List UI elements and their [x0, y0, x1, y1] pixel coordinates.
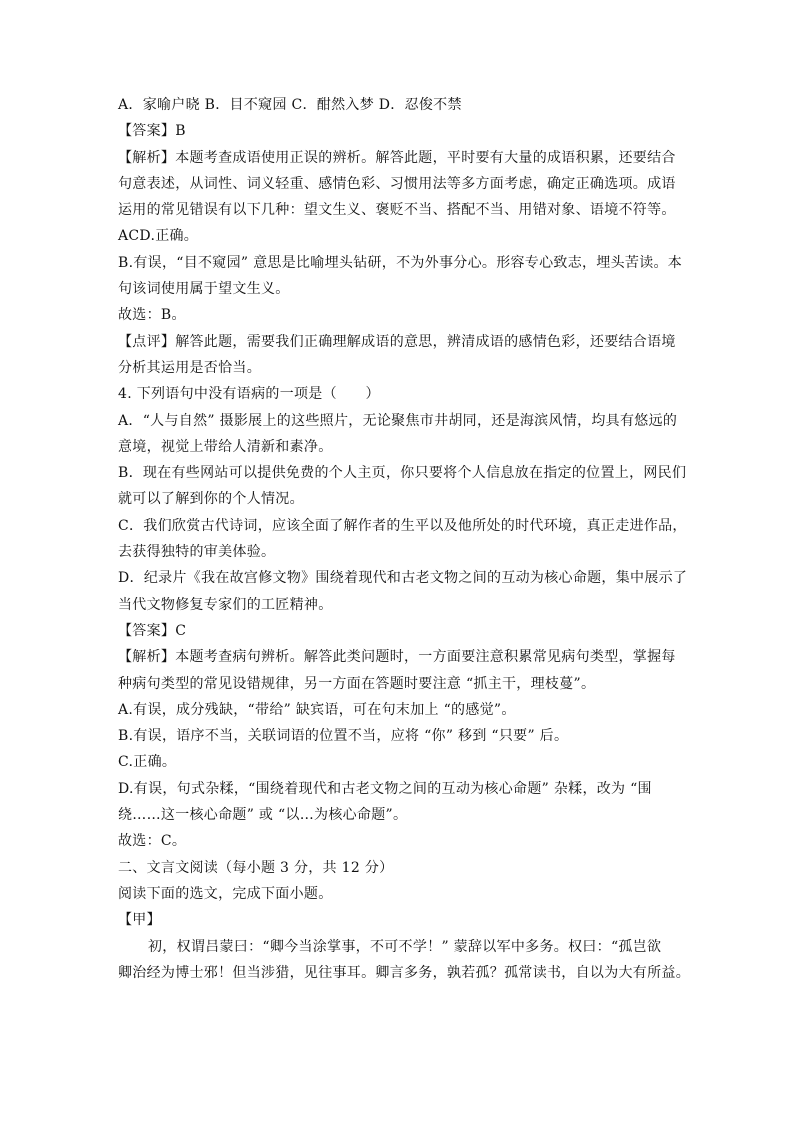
- analysis-line: 种病句类型的常见设错规律，另一方面在答题时要注意 “抓主干，理枝蔓”。: [118, 675, 596, 692]
- choice-line: 故选：C。: [118, 833, 187, 850]
- analysis-line: 【解析】本题考查病句辨析。解答此类问题时，一方面要注意积累常见病句类型，掌握每: [118, 649, 676, 666]
- option-line: A．家喻户晓 B．目不窥园 C．酣然入梦 D．忍俊不禁: [118, 97, 462, 113]
- answer-line: 【答案】B: [118, 123, 186, 140]
- passage-line: 卿治经为博士邪！但当涉猎，见往事耳。卿言多务，孰若孤？孤常读书，自以为大有所益。: [118, 964, 690, 981]
- analysis-line: 句该词使用属于望文生义。: [118, 281, 290, 298]
- option-line: 去获得独特的审美体验。: [118, 544, 276, 561]
- option-line: C．我们欣赏古代诗词，应该全面了解作者的生平以及他所处的时代环境，真正走进作品，: [118, 517, 687, 534]
- option-line: D．纪录片《我在故宫修文物》围绕着现代和古老文物之间的互动为核心命题，集中展示了: [118, 570, 688, 587]
- instruction-line: 阅读下面的选文，完成下面小题。: [118, 885, 333, 902]
- section-heading: 二、文言文阅读（每小题 3 分，共 12 分）: [118, 859, 394, 876]
- comment-line: 【点评】解答此题，需要我们正确理解成语的意思，辨清成语的感情色彩，还要结合语境: [118, 333, 676, 350]
- answer-line: 【答案】C: [118, 622, 187, 639]
- analysis-line: D.有误，句式杂糅，“围绕着现代和古老文物之间的互动为核心命题” 杂糅，改为 “围: [118, 780, 652, 797]
- passage-label: 【甲】: [118, 912, 161, 929]
- choice-line: 故选：B。: [118, 307, 186, 324]
- analysis-line: 绕……这一核心命题” 或 “以…为核心命题”。: [118, 807, 408, 824]
- question-title: 4. 下列语句中没有语病的一项是（ ）: [118, 386, 380, 403]
- passage-line: 初，权谓吕蒙曰：“卿今当涂掌事，不可不学！” 蒙辞以军中多务。权曰：“孤岂欲: [148, 938, 662, 955]
- analysis-line: ACD.正确。: [118, 228, 199, 245]
- analysis-line: A.有误，成分残缺，“带给” 缺宾语，可在句末加上 “的感觉”。: [118, 701, 516, 718]
- option-line: 就可以了解到你的个人情况。: [118, 491, 304, 508]
- option-line: A．“人与自然” 摄影展上的这些照片，无论聚焦市井胡同，还是海滨风情，均具有悠远的: [118, 412, 678, 429]
- analysis-line: C.正确。: [118, 754, 177, 771]
- comment-line: 分析其运用是否恰当。: [118, 359, 261, 376]
- analysis-line: B.有误，“目不窥园” 意思是比喻埋头钻研，不为外事分心。形容专心致志，埋头苦读。本: [118, 254, 683, 271]
- analysis-line: 句意表述，从词性、词义轻重、感情色彩、习惯用法等多方面考虑，确定正确选项。成语: [118, 175, 676, 192]
- option-line: 意境，视觉上带给人清新和素净。: [118, 438, 333, 455]
- analysis-line: 运用的常见错误有以下几种：望文生义、褒贬不当、搭配不当、用错对象、语境不符等。: [118, 202, 676, 219]
- analysis-line: 【解析】本题考查成语使用正误的辨析。解答此题，平时要有大量的成语积累，还要结合: [118, 149, 676, 166]
- option-line: B．现在有些网站可以提供免费的个人主页，你只要将个人信息放在指定的位置上，网民们: [118, 465, 687, 482]
- option-line: 当代文物修复专家们的工匠精神。: [118, 596, 333, 613]
- document-body: [118, 92, 690, 986]
- analysis-line: B.有误，语序不当，关联词语的位置不当，应将 “你” 移到 “只要” 后。: [118, 728, 569, 745]
